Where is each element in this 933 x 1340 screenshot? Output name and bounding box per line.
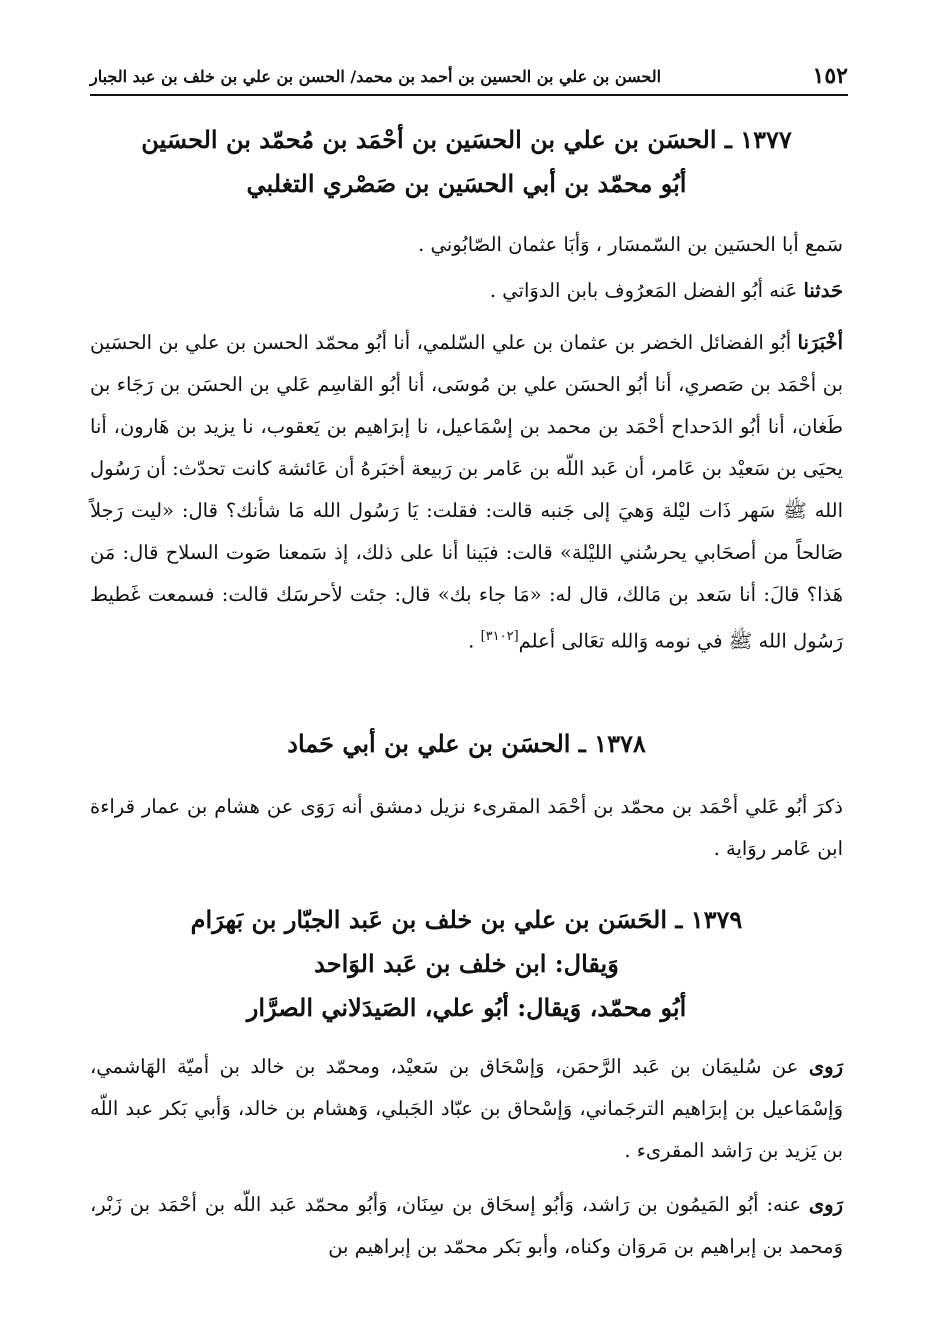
page-header [90, 58, 848, 96]
entry-1377-paragraph-2 [90, 270, 843, 312]
keyword-akhbarana: أخْبَرَنا [797, 331, 843, 354]
entry-1379-paragraph-1-text: عن سُليمَان بن عَبد الرَّحمَن، وَإسْحَاق بن سَعيْد، ومحمّد بن خالد بن أميّة الهَاشمي، وَإسْمَاعيل بن إبرَاهيم الترجَماني، وَإسْحاق بن عبّاد الجَبلي، وَهشام بن خالد، وَأبي بَكر عبد اللّه بن يَزيد بن رَاشد المقرىء . [90, 1055, 843, 1162]
entry-1377-title: ١٣٧٧ ـ الحسَن بن علي بن الحسَين بن أحْمَد بن مُحمّد بن الحسَين [141, 125, 792, 154]
footnote-reference: [٣١٠٢] [480, 629, 519, 644]
entry-1379-heading [90, 898, 843, 1030]
entry-1378-title: ١٣٧٨ ـ الحسَن بن علي بن أبي حَماد [287, 729, 646, 758]
entry-1379-paragraph-2 [90, 1184, 843, 1268]
running-title: الحسن بن علي بن الحسين بن أحمد بن محمد/ الحسن بن علي بن خلف بن عبد الجبار [90, 66, 662, 86]
entry-1379-paragraph-1 [90, 1046, 843, 1172]
entry-1377-heading [90, 118, 843, 206]
entry-1379-paragraph-2-text: عنه: أبُو المَيمُون بن رَاشد، وَأبُو إسحَاق بن سِنَان، وَأبُو محمّد عَبد اللّه بن أحْمَد بن زَبْر، وَمحمد بن إبراهيم بن مَروَان وكناه، وأبو بَكر محمّد بن إبراهيم بن [90, 1193, 843, 1258]
keyword-haddathana: حَدثنا [803, 279, 843, 302]
keyword-rawa-anhu: رَوى [808, 1193, 843, 1216]
paragraph-end: . [468, 629, 481, 653]
entry-1377-paragraph-1: سَمع أبا الحسَين بن السّمسَار ، وَأبَا عثمان الصّابُوني . [418, 233, 843, 256]
entry-1379-subtitle-1: وَيقال: ابن خلف بن عَبد الوَاحد [314, 949, 619, 978]
entry-1378-paragraph-1: ذكرَ أبُو عَلي أحْمَد بن محمّد بن أحْمَد المقرىء نزيل دمشق أنه رَوَى عن هشام بن عمار قراءة ابن عَامر روَاية . [90, 795, 843, 860]
entry-1379-title: ١٣٧٩ ـ الحَسَن بن علي بن خلف بن عَبد الجبّار بن بَهرَام [190, 905, 743, 934]
entry-1379-subtitle-2: أبُو محمّد، وَيقال: أبُو علي، الصَيدَلاني الصرَّار [246, 993, 687, 1022]
entry-1377-paragraph-3-text: أبُو الفضائل الخضر بن عثمان بن علي السّلمي، أنا أبُو محمّد الحسن بن علي بن الحسَين بن أحْمَد بن صَصري، أنا أبُو الحسَن علي بن مُوسَى، أنا أبُو القاسِم عَلي بن الحسَن بن رَجَاء بن طَغان، أنا أبُو الدَحداح أحْمَد بن محمد بن إسْمَاعيل، نا إبرَاهيم بن يَعقوب، نا يزيد بن هَارون، أنا يحيَى بن سَعيْد بن عَامر، أن عَبد اللّه بن عَامر بن رَبيعة أخبَرهُ أن عَائشة كانت تحدّث: أن رَسُول الله ﷺ سَهر ذَات ليْلة وَهيَ إلى جَنبه قالت: فقلت: يَا رَسُول الله مَا شأنك؟ قال: «ليت رَجلاً صَالحاً من أصحَابي يحرسُني الليْلة» قالت: فبَينا أنا على ذلك، إذ سَمعنا صَوت السلاح قال: مَن هَذا؟ قالَ: أنا سَعد بن مَالك، قال له: «مَا جاء بك» قال: جئت لأحرسَك قالت: فسمعت غَطيط رَسُول الله ﷺ في نومه وَالله تعَالى أعلم [90, 331, 843, 653]
entry-1377-paragraph-2-text: عَنه أبُو الفضل المَعرُوف بابن الدوَاتي . [489, 279, 804, 302]
entry-1377-subtitle: أبُو محمّد بن أبي الحسَين بن صَصْري التغلبي [246, 169, 687, 198]
keyword-rawa: رَوى [808, 1055, 843, 1078]
entry-1377-paragraph-3 [90, 322, 843, 663]
page-number: ١٥٢ [812, 63, 848, 89]
